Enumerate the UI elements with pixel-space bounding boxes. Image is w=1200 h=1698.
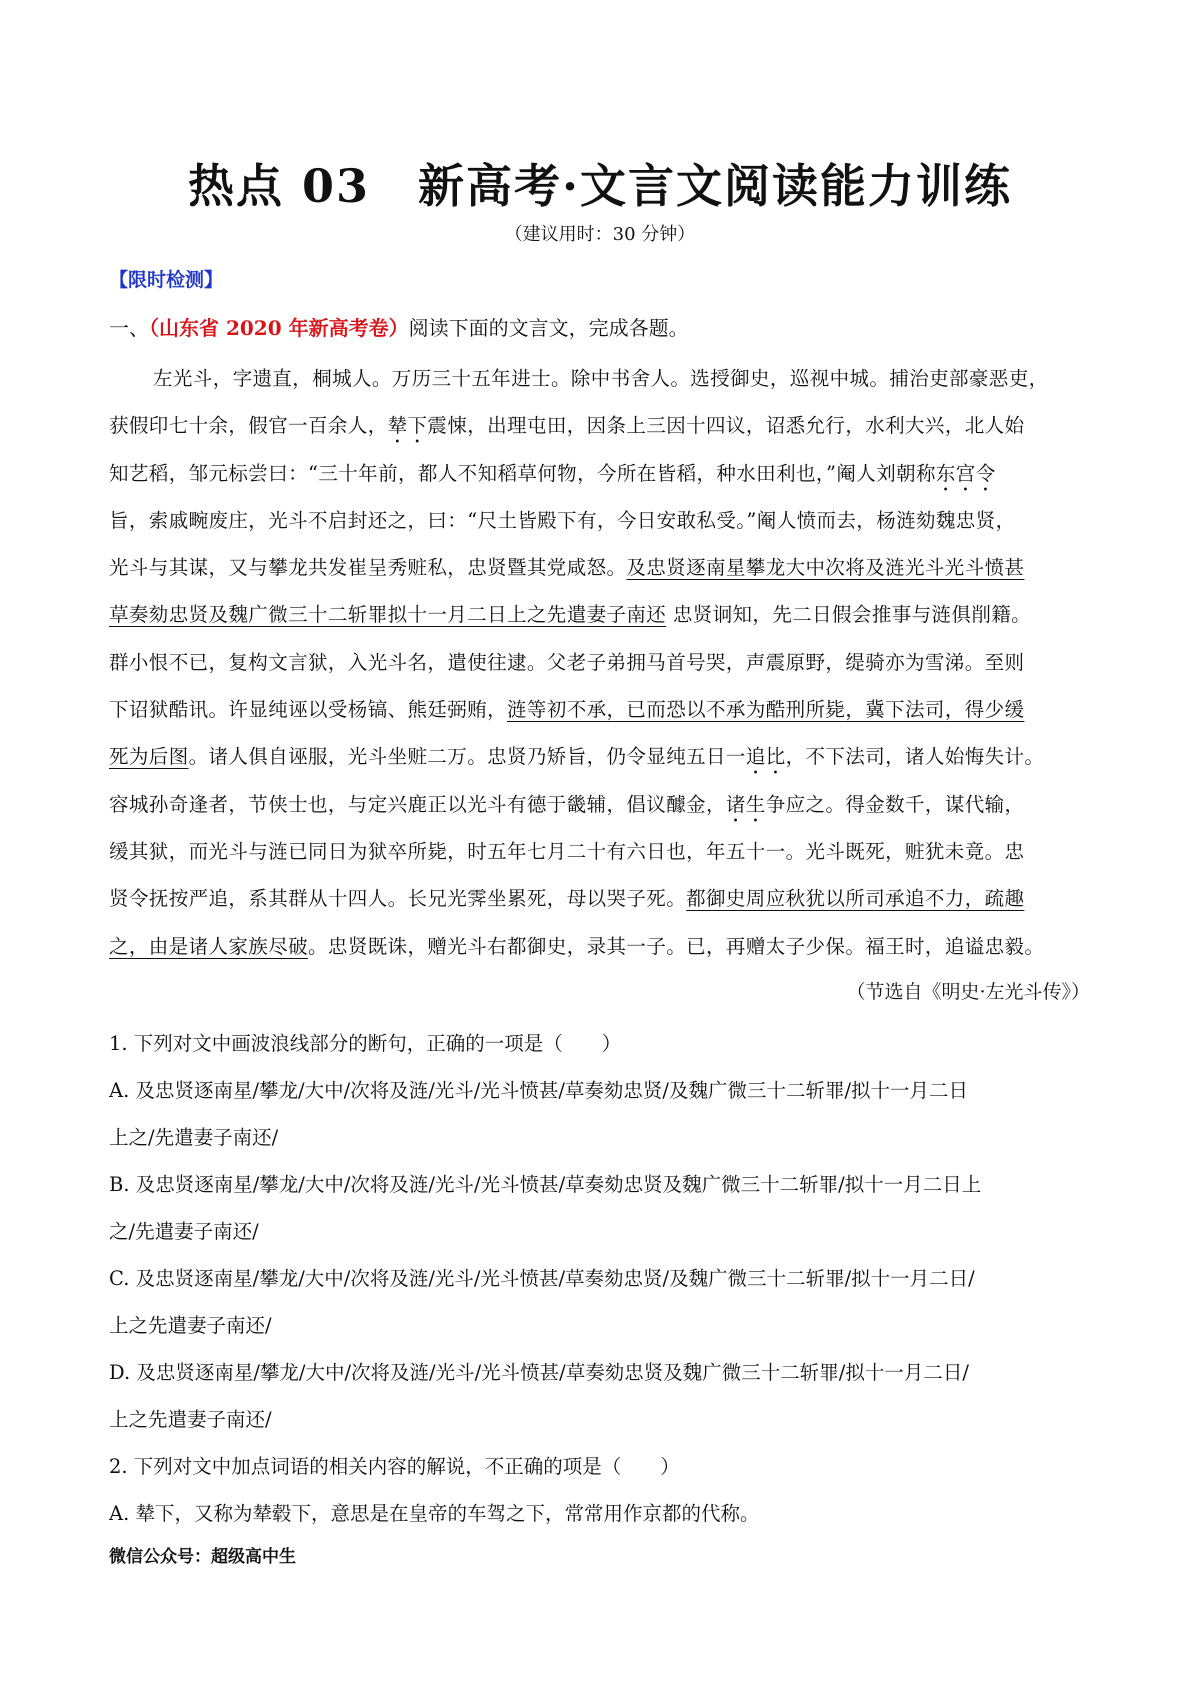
passage-text: 群小恨不已，复构文言狱，入光斗名，遣使往逮。父老子弟拥马首号哭，声震原野，缇骑亦为雪涕。至则: [109, 650, 1025, 674]
passage-text: 光斗与其谋，又与攀龙共发崔呈秀赃私，忠贤暨其党咸怒。: [109, 556, 627, 580]
passage-text: 旨，索戚畹废庄，光斗不启封还之，曰：“尺土皆殿下有，今日安敢私受。”阉人愤而去，杨涟劾魏忠贤，: [109, 508, 1016, 532]
passage-text: 争应之。得金数千，谋代输，: [765, 792, 1025, 816]
underlined-sentence: 都御史周应秋犹以所司承追不力，疏趣: [686, 887, 1025, 911]
passage-text: 贤令抚按严追，系其群从十四人。长兄光霁坐累死，母以哭子死。: [109, 887, 687, 911]
option-d-line-1: D. 及忠贤逐南星/攀龙/大中/次将及涟/光斗/光斗愤甚/草奏劾忠贤及魏广微三十二斩罪/拟十一月二日/: [109, 1361, 969, 1384]
passage-text: 震悚，出理屯田，因条上三因十四议，诏悉允行，水利大兴，北人始: [427, 414, 1025, 438]
option-d-line-2: 上之先遣妻子南还/: [109, 1408, 272, 1431]
passage-line: [109, 686, 1091, 733]
passage-line: [109, 781, 1091, 828]
underlined-sentence: 死为后图: [109, 745, 189, 769]
passage-text: 忠贤诇知，先二日假会推事与涟俱削籍。: [672, 603, 1032, 627]
option-a-line-2: 上之/先遣妻子南还/: [109, 1126, 279, 1149]
question-1: 1. 下列对文中画波浪线部分的断句，正确的一项是（ ）: [109, 1032, 622, 1055]
passage-line: [109, 355, 1091, 402]
passage-text: 容城孙奇逢者，节侠士也，与定兴鹿正以光斗有德于畿辅，倡议醵金，: [109, 792, 726, 816]
exam-source-tag: （山东省 2020 年新高考卷）: [149, 316, 409, 340]
question-number: 一、: [109, 316, 149, 340]
suggested-time: （建议用时：30 分钟）: [504, 224, 696, 245]
passage-line: [109, 639, 1091, 686]
passage-line: [109, 402, 1091, 449]
option-b-line-2: 之/先遣妻子南还/: [109, 1220, 259, 1243]
dotted-term: 追比: [745, 745, 786, 769]
passage-line: [109, 923, 1091, 970]
option-c-line-2: 上之先遣妻子南还/: [109, 1314, 272, 1337]
passage-line: [109, 828, 1091, 875]
option-c-line-1: C. 及忠贤逐南星/攀龙/大中/次将及涟/光斗/光斗愤甚/草奏劾忠贤/及魏广微三十二斩罪/拟十一月二日/: [109, 1267, 975, 1290]
classical-passage: [109, 355, 1091, 970]
passage-line: [109, 591, 1091, 638]
passage-text: 左光斗，字遗直，桐城人。万历三十五年进士。除中书舍人。选授御史，巡视中城。捕治吏部豪恶吏，: [153, 367, 1049, 390]
underlined-sentence: 涟等初不承，已而恐以不承为酷刑所毙，冀下法司，得少缓: [507, 698, 1025, 722]
passage-line: [109, 733, 1091, 780]
passage-text: ，不下法司，诸人始悔失计。: [785, 745, 1045, 769]
dotted-term: 东宫令: [935, 461, 996, 485]
passage-text: 获假印七十余，假官一百余人，: [109, 414, 388, 438]
passage-line: [109, 450, 1091, 497]
option-b-line-1: B. 及忠贤逐南星/攀龙/大中/次将及涟/光斗/光斗愤甚/草奏劾忠贤及魏广微三十二斩罪/拟十一月二日上: [109, 1173, 982, 1196]
passage-line: [109, 544, 1091, 591]
passage-text: 下诏狱酷讯。许显纯诬以受杨镐、熊廷弼贿，: [109, 698, 508, 722]
underlined-sentence: 之，由是诸人家族尽破: [109, 934, 309, 958]
wavy-underlined-text: 草奏劾忠贤及魏广微三十二斩罪拟十一月二日上之先遣妻子南还: [109, 603, 667, 627]
option-a-line-1: A. 及忠贤逐南星/攀龙/大中/次将及涟/光斗/光斗愤甚/草奏劾忠贤/及魏广微三十二斩罪/拟十一月二日: [109, 1079, 969, 1102]
footer-wechat: 微信公众号：超级高中生: [109, 1547, 296, 1567]
section-label: 【限时检测】: [109, 269, 224, 291]
page-title: 热点 03 新高考·文言文阅读能力训练: [187, 159, 1013, 213]
passage-text: 。诸人俱自诬服，光斗坐赃二万。忠贤乃矫旨，仍令显纯五日一: [188, 745, 746, 769]
passage-text: 。忠贤既诛，赠光斗右都御史，录其一子。已，再赠太子少保。福王时，追谥忠毅。: [308, 934, 1045, 958]
questions-block: [109, 1020, 1099, 1537]
passage-text: 知艺稻，邹元标尝曰：“三十年前，都人不知稻草何物，今所在皆稻，种水田利也，”阉人刘朝称: [109, 461, 936, 485]
question-2: 2. 下列对文中加点词语的相关内容的解说，不正确的项是（ ）: [109, 1455, 680, 1478]
question-instruction: 阅读下面的文言文，完成各题。: [408, 316, 689, 340]
passage-text: 缓其狱，而光斗与涟已同日为狱卒所毙，时五年七月二十有六日也，年五十一。光斗既死，赃犹未竟。忠: [109, 839, 1025, 863]
passage-source: （节选自《明史·左光斗传》）: [846, 981, 1090, 1003]
passage-line: [109, 497, 1091, 544]
question-intro: [109, 312, 689, 341]
q2-option-a: A. 辇下，又称为辇毂下，意思是在皇帝的车驾之下，常常用作京都的代称。: [109, 1502, 760, 1525]
dotted-term: 辇下: [387, 414, 428, 438]
wavy-underlined-text: 及忠贤逐南星攀龙大中次将及涟光斗光斗愤甚: [626, 556, 1025, 580]
passage-line: [109, 875, 1091, 922]
dotted-term: 诸生: [725, 792, 766, 816]
